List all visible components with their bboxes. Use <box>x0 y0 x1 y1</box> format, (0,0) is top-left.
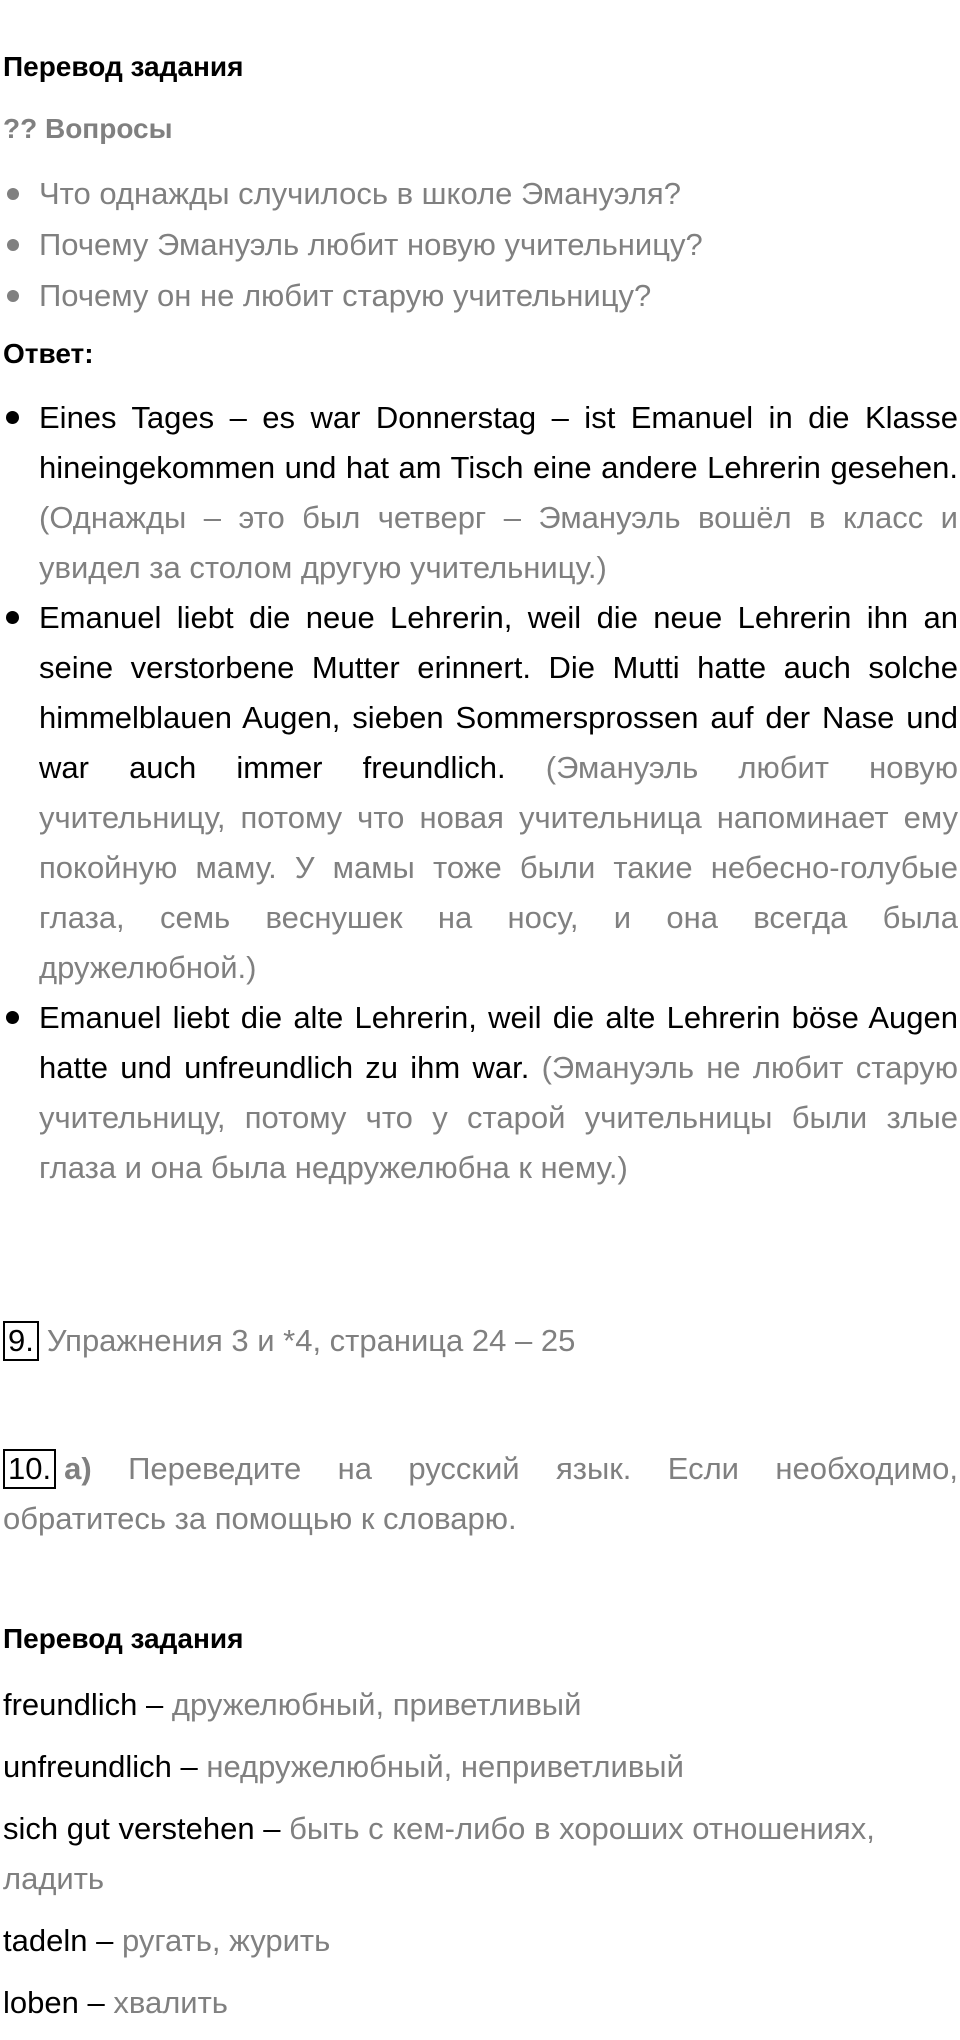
answer-german: Emanuel liebt die alte Lehrerin, weil die alte Lehrerin böse Augen hatte und unfreundlich zu ihm war. <box>39 1000 958 1085</box>
list-item <box>3 270 943 321</box>
task-label: а) <box>64 1451 92 1486</box>
vocab-german: tadeln – <box>3 1923 114 1958</box>
vocab-russian: недружелюбный, неприветливый <box>206 1749 684 1784</box>
answer-text <box>39 993 958 1193</box>
question-text: Что однажды случилось в школе Эмануэля? <box>39 176 681 211</box>
vocab-russian: ругать, журить <box>121 1923 331 1958</box>
task-10 <box>3 1444 958 1544</box>
vocab-item <box>3 1742 958 1792</box>
vocab-russian: дружелюбный, приветливый <box>171 1687 582 1722</box>
vocab-russian: хвалить <box>113 1985 228 2020</box>
task-number: 9. <box>3 1321 39 1361</box>
vocab-russian: быть с кем-либо в хороших отношениях, ладить <box>3 1811 875 1896</box>
vocab-item <box>3 1916 958 1966</box>
task-text: Переведите на русский язык. Если необходимо, обратитесь за помощью к словарю. <box>3 1451 958 1536</box>
vocab-german: sich gut verstehen – <box>3 1811 281 1846</box>
bullet-icon <box>6 411 19 424</box>
section-title: Перевод задания <box>3 1623 244 1654</box>
vocab-item <box>3 1680 958 1730</box>
questions-heading: ?? Вопросы <box>3 113 173 144</box>
task-9 <box>3 1316 958 1366</box>
question-text: Почему он не любит старую учительницу? <box>39 278 652 313</box>
vocab-german: unfreundlich – <box>3 1749 198 1784</box>
section-title: Перевод задания <box>3 51 244 82</box>
answer-text <box>39 393 958 593</box>
answers-list <box>3 393 958 1193</box>
answer-heading: Ответ: <box>3 338 94 369</box>
vocab-item <box>3 1978 958 2028</box>
list-item <box>3 168 943 219</box>
task-text: Упражнения 3 и *4, страница 24 – 25 <box>46 1323 576 1358</box>
vocab-item <box>3 1804 958 1904</box>
bullet-icon <box>7 290 19 302</box>
bullet-icon <box>6 1011 19 1024</box>
list-item <box>3 993 958 1193</box>
vocab-german: loben – <box>3 1985 105 2020</box>
answer-russian: (Эмануэль не любит старую учительницу, потому что у старой учительницы были злые глаза и она была недружелюбна к нему.) <box>39 1050 958 1185</box>
answer-german: Eines Tages – es war Donnerstag – ist Emanuel in die Klasse hineingekommen und hat am Tisch eine andere Lehrerin gesehen. <box>39 400 958 485</box>
task-number: 10. <box>3 1449 56 1489</box>
bullet-icon <box>7 239 19 251</box>
answer-russian: (Однажды – это был четверг – Эмануэль вошёл в класс и увидел за столом другую учительницу.) <box>39 500 958 585</box>
bullet-icon <box>7 188 19 200</box>
list-item <box>3 593 958 993</box>
list-item <box>3 393 958 593</box>
answer-text <box>39 593 958 993</box>
list-item <box>3 219 943 270</box>
vocab-list <box>3 1680 958 2040</box>
answer-russian: (Эмануэль любит новую учительницу, потому что новая учительница напоминает ему покойную маму. У мамы тоже были такие небесно-голубые глаза, семь веснушек на носу, и она всегда была дружелюбной.) <box>39 750 958 985</box>
questions-list <box>3 168 943 321</box>
bullet-icon <box>6 611 19 624</box>
answer-german: Emanuel liebt die neue Lehrerin, weil die neue Lehrerin ihn an seine verstorbene Mutter erinnert. Die Mutti hatte auch solche himmelblauen Augen, sieben Sommersprossen auf der Nase und war auch immer freundlich. <box>39 600 958 785</box>
vocab-german: freundlich – <box>3 1687 164 1722</box>
question-text: Почему Эмануэль любит новую учительницу? <box>39 227 703 262</box>
